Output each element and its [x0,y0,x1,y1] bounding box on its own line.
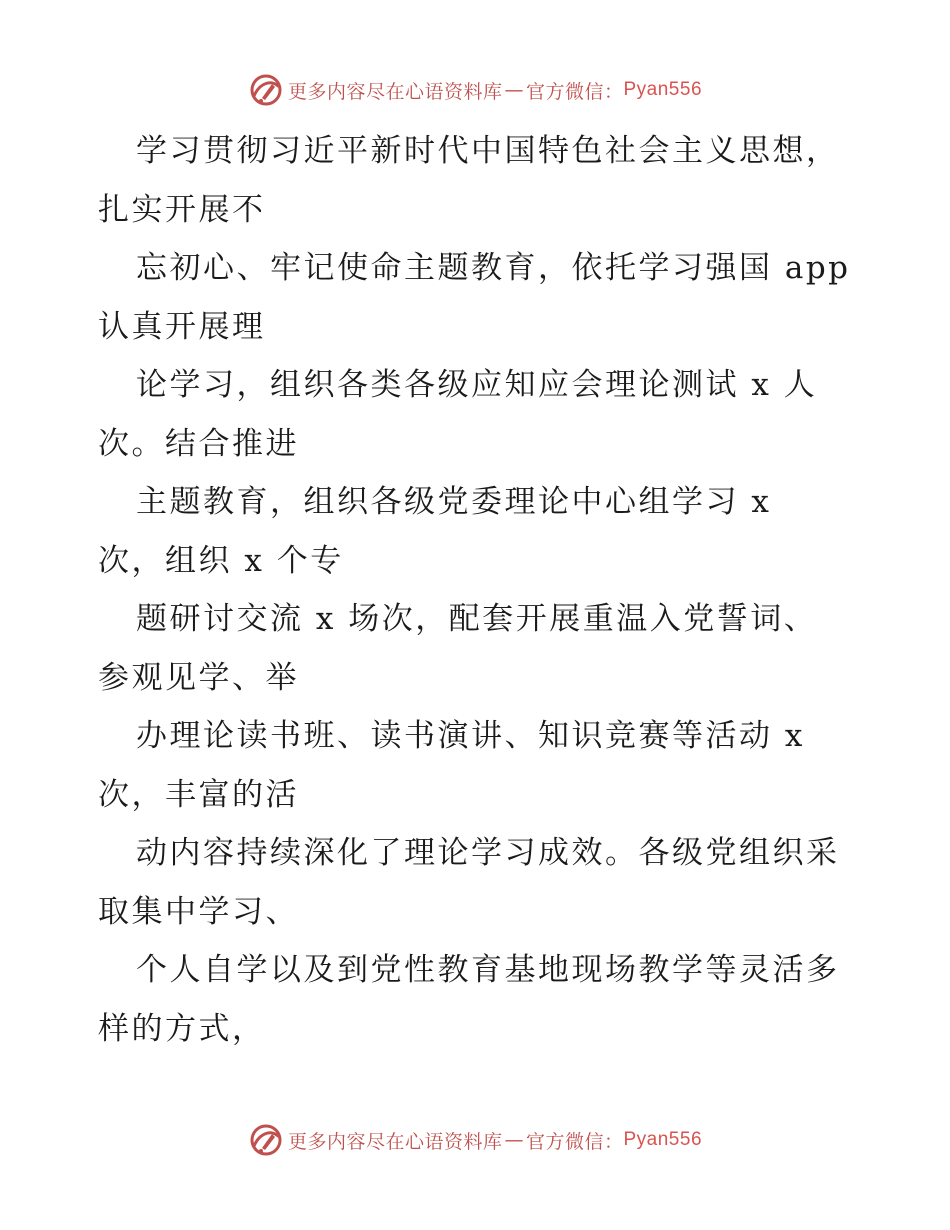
header-banner [0,70,950,110]
header-banner-title: 更多内容尽在心语资料库 [287,80,503,103]
footer-banner-title: 更多内容尽在心语资料库 [287,1130,503,1153]
document-line: 主题教育，组织各级党委理论中心组学习 x [136,484,772,520]
document-line: 次，组织 x 个专 [98,542,344,579]
document-line: 题研讨交流 x 场次，配套开展重温入党誓词、 [136,601,818,637]
document-line: 动内容持续深化了理论学习成效。各级党组织采 [136,835,840,871]
document-line: 样的方式， [98,1010,266,1047]
document-line: 认真开展理 [98,308,266,345]
document-line: 次。结合推进 [98,425,299,462]
footer-banner-label: 官方微信： [525,1130,624,1153]
document-line: 论学习，组织各类各级应知应会理论测试 x 人 [136,367,818,403]
pen-swirl-logo-icon [248,1122,284,1158]
footer-banner-separator: — [504,1129,524,1151]
document-line: 参观见学、举 [98,659,299,696]
header-banner-separator: — [504,79,524,101]
footer-banner [0,1120,950,1160]
document-line: 个人自学以及到党性教育基地现场教学等灵活多 [136,952,840,988]
document-line: 取集中学习、 [98,893,299,930]
header-wechat-id: Pyan556 [623,79,703,100]
document-line: 次，丰富的活 [98,776,299,813]
pen-swirl-logo-icon [248,72,284,108]
header-banner-label: 官方微信： [525,80,624,103]
document-line: 办理论读书班、读书演讲、知识竞赛等活动 x [136,718,805,754]
document-line: 学习贯彻习近平新时代中国特色社会主义思想， [136,133,840,169]
document-body [98,122,858,1058]
document-line: 扎实开展不 [98,191,266,228]
document-line: 忘初心、牢记使命主题教育，依托学习强国 app [136,250,851,286]
footer-wechat-id: Pyan556 [623,1129,703,1150]
